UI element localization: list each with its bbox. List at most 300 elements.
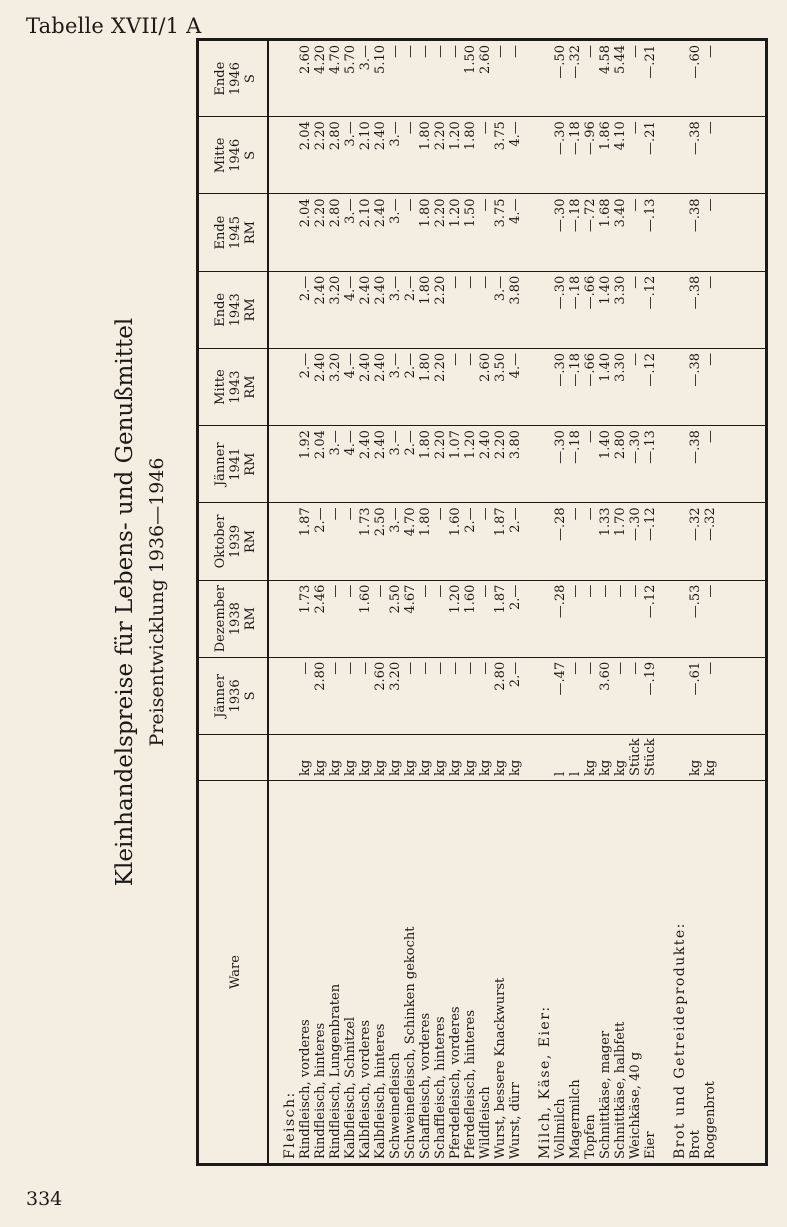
price-value: 1.80 (418, 352, 433, 382)
column-header-line: 1943 (227, 293, 243, 327)
price-value: — (628, 45, 643, 58)
price-value: — (433, 507, 448, 521)
item-unit: kg (343, 759, 358, 776)
item-name: Wurst, bessere Knackwurst (493, 977, 508, 1159)
price-value: 2.40 (373, 198, 388, 228)
price-value: 4.67 (403, 584, 418, 614)
price-value: 2.04 (313, 430, 328, 460)
price-value: — (463, 352, 478, 366)
item-unit: Stück (628, 738, 643, 776)
price-value: — (343, 661, 358, 675)
price-value: —.18 (568, 275, 583, 310)
column-header (198, 40, 269, 117)
price-value: — (388, 45, 403, 58)
price-value (538, 121, 553, 189)
price-value: 1.20 (448, 198, 463, 228)
price-value: —.30 (553, 430, 568, 464)
price-value: 1.60 (448, 507, 463, 537)
price-value: — (628, 584, 643, 598)
price-value (658, 507, 673, 575)
price-value: — (628, 121, 643, 135)
price-value: —.72 (583, 198, 598, 233)
unit-column (268, 735, 767, 781)
price-value (538, 45, 553, 112)
item-name: Wildfleisch (478, 1086, 493, 1159)
price-value: 2.80 (328, 121, 343, 151)
item-unit (283, 739, 298, 776)
price-value: — (403, 45, 418, 58)
price-value (673, 430, 688, 498)
price-value: — (478, 584, 493, 598)
price-value (523, 276, 538, 344)
item-unit: kg (388, 759, 403, 776)
column-header-line: 1945 (227, 216, 243, 250)
price-value: 3.80 (508, 430, 523, 460)
price-value: — (703, 121, 718, 135)
price-value: — (568, 661, 583, 675)
price-value: — (328, 584, 343, 598)
price-table (196, 38, 768, 1166)
rotated-table (104, 38, 768, 1166)
price-value (523, 353, 538, 421)
price-value: 2.80 (493, 661, 508, 691)
price-value: — (433, 661, 448, 675)
price-value: 3.— (328, 430, 343, 456)
price-value: 1.50 (463, 45, 478, 74)
price-value: —.32 (703, 507, 718, 542)
column-header (198, 117, 269, 194)
price-value: — (493, 45, 508, 58)
header-row (198, 40, 269, 1165)
price-value (538, 198, 553, 266)
price-value: 2.80 (313, 661, 328, 691)
price-value: 3.20 (328, 352, 343, 382)
item-name: Rindfleisch, Lungenbraten (328, 983, 343, 1159)
column-header-line: Oktober (212, 514, 228, 569)
price-value: 3.75 (493, 198, 508, 228)
column-header-line: 1946 (227, 138, 243, 172)
item-name: Magermilch (568, 1079, 583, 1159)
price-value (523, 45, 538, 112)
price-value: — (583, 45, 598, 58)
item-unit: kg (508, 759, 523, 776)
price-value: 2.50 (388, 584, 403, 614)
price-value: 2.20 (313, 198, 328, 228)
column-header-line: RM (242, 221, 258, 245)
price-value: 4.— (508, 352, 523, 379)
item-unit: kg (613, 759, 628, 776)
price-value: — (418, 584, 433, 598)
item-unit: kg (418, 759, 433, 776)
price-value: 2.80 (328, 198, 343, 228)
item-name: Eier (643, 1131, 658, 1159)
price-value: 2.20 (433, 198, 448, 228)
column-header-line: RM (242, 298, 258, 322)
price-value: 2.— (313, 507, 328, 533)
price-value: 4.— (343, 352, 358, 379)
item-name: Roggenbrot (703, 1081, 718, 1159)
price-value: 1.07 (448, 430, 463, 460)
item-name: Vollmilch (553, 1098, 568, 1159)
price-value: 4.10 (613, 121, 628, 151)
price-value: —.18 (568, 352, 583, 387)
value-column (268, 503, 767, 580)
price-value: 3.30 (613, 275, 628, 305)
price-value: 4.70 (403, 507, 418, 537)
price-value (523, 430, 538, 498)
price-value: 3.75 (493, 121, 508, 151)
price-value (283, 198, 298, 266)
price-value: — (583, 507, 598, 521)
group-heading: Brot und Getreideprodukte: (672, 922, 688, 1159)
value-column (268, 117, 767, 194)
price-value: —.30 (553, 121, 568, 155)
price-value: 2.20 (493, 430, 508, 460)
price-value: 1.73 (358, 507, 373, 537)
price-value: —.12 (643, 584, 658, 619)
price-value: 3.— (493, 275, 508, 302)
column-header-line: RM (242, 607, 258, 631)
price-value: 2.— (508, 507, 523, 533)
item-unit: kg (358, 759, 373, 776)
price-value: — (568, 507, 583, 521)
price-value: 2.— (298, 352, 313, 379)
price-value: 2.— (508, 661, 523, 688)
table-title: Kleinhandelspreise für Lebens- und Genußmittel (112, 317, 138, 887)
column-header (198, 580, 269, 657)
price-value: 2.— (463, 507, 478, 533)
price-value: 1.40 (598, 352, 613, 382)
price-value: 1.60 (463, 584, 478, 614)
price-value (538, 276, 553, 344)
column-header-line: Jänner (212, 442, 228, 487)
price-value (673, 507, 688, 575)
price-value: 4.70 (328, 45, 343, 74)
item-name (658, 785, 673, 1159)
price-value: 2.20 (313, 121, 328, 151)
column-header-line: 1946 (227, 62, 243, 96)
price-value: —.30 (553, 352, 568, 387)
price-value: 3.60 (598, 661, 613, 691)
price-value: —.12 (643, 275, 658, 310)
price-value: — (568, 584, 583, 598)
price-value: —.28 (553, 584, 568, 619)
item-unit: Stück (643, 738, 658, 776)
price-value: — (328, 507, 343, 521)
item-unit: kg (298, 759, 313, 776)
price-value: 1.80 (463, 121, 478, 151)
price-value: 4.— (508, 198, 523, 224)
price-value: —.18 (568, 121, 583, 155)
price-value (538, 507, 553, 575)
price-value: 3.— (388, 507, 403, 533)
item-unit: kg (328, 759, 343, 776)
price-value: — (448, 352, 463, 366)
price-value: 3.— (388, 352, 403, 379)
price-value: —.30 (628, 507, 643, 542)
item-unit (538, 739, 553, 776)
item-name: Wurst, dürr (508, 1082, 523, 1159)
price-value (673, 662, 688, 730)
price-value: — (478, 507, 493, 521)
price-value: — (628, 198, 643, 212)
page-number: 334 (26, 1188, 63, 1210)
price-value: —.12 (643, 507, 658, 542)
price-value (283, 121, 298, 189)
price-value: 1.68 (598, 198, 613, 228)
price-value: 2.— (403, 275, 418, 302)
price-value: — (478, 198, 493, 212)
price-value: — (478, 275, 493, 289)
item-name: Schaffleisch, hinteres (433, 1016, 448, 1159)
price-value: — (298, 661, 313, 675)
column-header (198, 503, 269, 580)
column-header (198, 735, 269, 781)
item-name: Kalbfleisch, hinteres (373, 1023, 388, 1159)
price-value: —.30 (628, 430, 643, 464)
item-unit (658, 739, 673, 776)
price-value: 3.30 (613, 352, 628, 382)
value-column (268, 580, 767, 657)
price-value: 2.40 (358, 275, 373, 305)
price-value (673, 353, 688, 421)
price-value: — (583, 661, 598, 675)
item-name: Schweinefleisch (388, 1052, 403, 1159)
column-header-line: Ware (227, 955, 243, 989)
price-value: 2.— (403, 352, 418, 379)
price-value (673, 45, 688, 112)
item-name: Kalbfleisch, vorderes (358, 1019, 373, 1159)
price-value (658, 662, 673, 730)
price-value: 2.40 (313, 275, 328, 305)
price-value: — (583, 430, 598, 444)
price-value: —.32 (568, 45, 583, 79)
price-value: —.66 (583, 352, 598, 387)
price-value: —.30 (553, 275, 568, 310)
item-unit: kg (493, 759, 508, 776)
price-value (658, 45, 673, 112)
price-value (658, 121, 673, 189)
price-value: — (328, 661, 343, 675)
item-unit: kg (373, 759, 388, 776)
price-value: — (343, 584, 358, 598)
price-value: 1.80 (418, 275, 433, 305)
column-header-line: Mitte (212, 369, 228, 405)
price-value: — (448, 275, 463, 289)
price-value: 3.— (388, 198, 403, 224)
value-column (268, 40, 767, 117)
price-value: — (508, 45, 523, 58)
price-value (283, 507, 298, 575)
price-value: —.47 (553, 661, 568, 696)
price-value: —.18 (568, 430, 583, 464)
price-value (283, 276, 298, 344)
value-column (268, 194, 767, 271)
item-unit (523, 739, 538, 776)
price-value: 2.— (403, 430, 418, 456)
price-value: — (703, 45, 718, 58)
item-name: Weichkäse, 40 g (628, 1051, 643, 1159)
price-value: — (463, 275, 478, 289)
price-value (283, 353, 298, 421)
price-value: —.53 (688, 584, 703, 619)
price-value: 2.40 (373, 352, 388, 382)
price-value: 3.80 (508, 275, 523, 305)
price-value: 4.58 (598, 45, 613, 74)
body-row (268, 40, 767, 1165)
price-value: — (703, 275, 718, 289)
price-value (658, 585, 673, 653)
item-name: Topfen (583, 1114, 598, 1159)
price-value: —.12 (643, 352, 658, 387)
column-header-line: S (242, 150, 258, 160)
price-value: 1.60 (358, 584, 373, 614)
column-header (198, 781, 269, 1165)
price-value: 2.40 (313, 352, 328, 382)
column-header-line: 1943 (227, 370, 243, 404)
column-header-line: Ende (212, 61, 228, 96)
price-value: — (418, 661, 433, 675)
price-value: 1.73 (298, 584, 313, 614)
price-value: 2.40 (358, 430, 373, 460)
item-unit: kg (688, 759, 703, 776)
price-value: — (433, 45, 448, 58)
price-value: — (463, 661, 478, 675)
column-header-line: 1936 (227, 679, 243, 713)
price-value (283, 45, 298, 112)
price-value: 1.20 (463, 430, 478, 460)
item-name: Rindfleisch, vorderes (298, 1019, 313, 1159)
price-value: 2.60 (373, 661, 388, 691)
price-value: 2.20 (433, 121, 448, 151)
price-value: 2.60 (478, 45, 493, 74)
ware-column (268, 781, 767, 1165)
table-wrapper (104, 38, 768, 1166)
price-value: —.21 (643, 45, 658, 79)
price-value: — (583, 584, 598, 598)
item-unit: kg (598, 759, 613, 776)
price-value: — (418, 45, 433, 58)
price-value: —.61 (688, 661, 703, 696)
price-value: —.18 (568, 198, 583, 233)
price-value (523, 662, 538, 730)
price-value: 3.— (343, 121, 358, 147)
price-value: — (628, 352, 643, 366)
page-label: Tabelle XVII/1 A (26, 14, 202, 38)
price-value: 2.40 (478, 430, 493, 460)
price-value: — (703, 352, 718, 366)
item-name: Schnittkäse, halbfett (613, 1021, 628, 1159)
price-value: 1.70 (613, 507, 628, 537)
value-column (268, 271, 767, 348)
value-column (268, 348, 767, 425)
price-value: 2.40 (373, 430, 388, 460)
price-value: 5.70 (343, 45, 358, 74)
price-value: —.13 (643, 198, 658, 233)
price-value (283, 430, 298, 498)
item-unit: kg (703, 759, 718, 776)
price-value: —.38 (688, 352, 703, 387)
value-column (268, 657, 767, 734)
price-value: 2.60 (478, 352, 493, 382)
price-value: — (478, 121, 493, 135)
column-header (198, 271, 269, 348)
group-heading: Fleisch: (282, 1091, 298, 1159)
price-value (523, 507, 538, 575)
price-value (673, 585, 688, 653)
column-header-line: RM (242, 375, 258, 399)
column-header (198, 348, 269, 425)
column-header-line: 1941 (227, 447, 243, 481)
price-value: 5.44 (613, 45, 628, 74)
price-value (523, 198, 538, 266)
item-name (523, 785, 538, 1159)
price-value: — (703, 198, 718, 212)
price-value: — (448, 45, 463, 58)
price-value: —.30 (553, 198, 568, 233)
item-unit: kg (313, 759, 328, 776)
price-value: 1.80 (418, 121, 433, 151)
price-value: 2.20 (433, 275, 448, 305)
item-name: Schnittkäse, mager (598, 1030, 613, 1159)
item-unit: kg (583, 759, 598, 776)
item-unit: l (553, 771, 568, 776)
price-value (658, 276, 673, 344)
price-value: 1.87 (493, 507, 508, 537)
price-value: — (703, 430, 718, 444)
column-header-line: RM (242, 452, 258, 476)
price-value: —.66 (583, 275, 598, 310)
price-value: — (373, 584, 388, 598)
price-value: 1.50 (463, 198, 478, 228)
price-value: —.50 (553, 45, 568, 79)
group-heading: Milch, Käse, Eier: (537, 1005, 553, 1159)
price-value: 3.40 (613, 198, 628, 228)
price-value: — (628, 661, 643, 675)
column-header-line: S (242, 74, 258, 84)
price-value: 2.04 (298, 198, 313, 228)
price-value (658, 198, 673, 266)
item-unit: kg (478, 759, 493, 776)
price-value (673, 276, 688, 344)
column-header-line: Mitte (212, 137, 228, 174)
column-header-line: 1939 (227, 524, 243, 558)
column-header-line: Ende (212, 215, 228, 250)
price-value (283, 662, 298, 730)
price-value: — (448, 661, 463, 675)
price-value: 1.80 (418, 507, 433, 537)
price-value: 2.40 (358, 352, 373, 382)
item-name: Rindfleisch, hinteres (313, 1022, 328, 1159)
price-value: 4.— (343, 275, 358, 302)
column-header (198, 426, 269, 503)
price-value (673, 121, 688, 189)
price-value: — (628, 275, 643, 289)
price-value: 2.40 (373, 275, 388, 305)
item-unit: l (568, 771, 583, 776)
price-value: 3.50 (493, 352, 508, 382)
price-value: 1.40 (598, 430, 613, 460)
item-unit: kg (463, 759, 478, 776)
price-value: — (703, 661, 718, 675)
price-value: — (703, 584, 718, 598)
item-unit (673, 739, 688, 776)
item-name: Kalbfleisch, Schnitzel (343, 1016, 358, 1159)
price-value: —.38 (688, 121, 703, 155)
price-value: 2.— (508, 584, 523, 610)
price-value (658, 430, 673, 498)
price-value: 2.50 (373, 507, 388, 537)
